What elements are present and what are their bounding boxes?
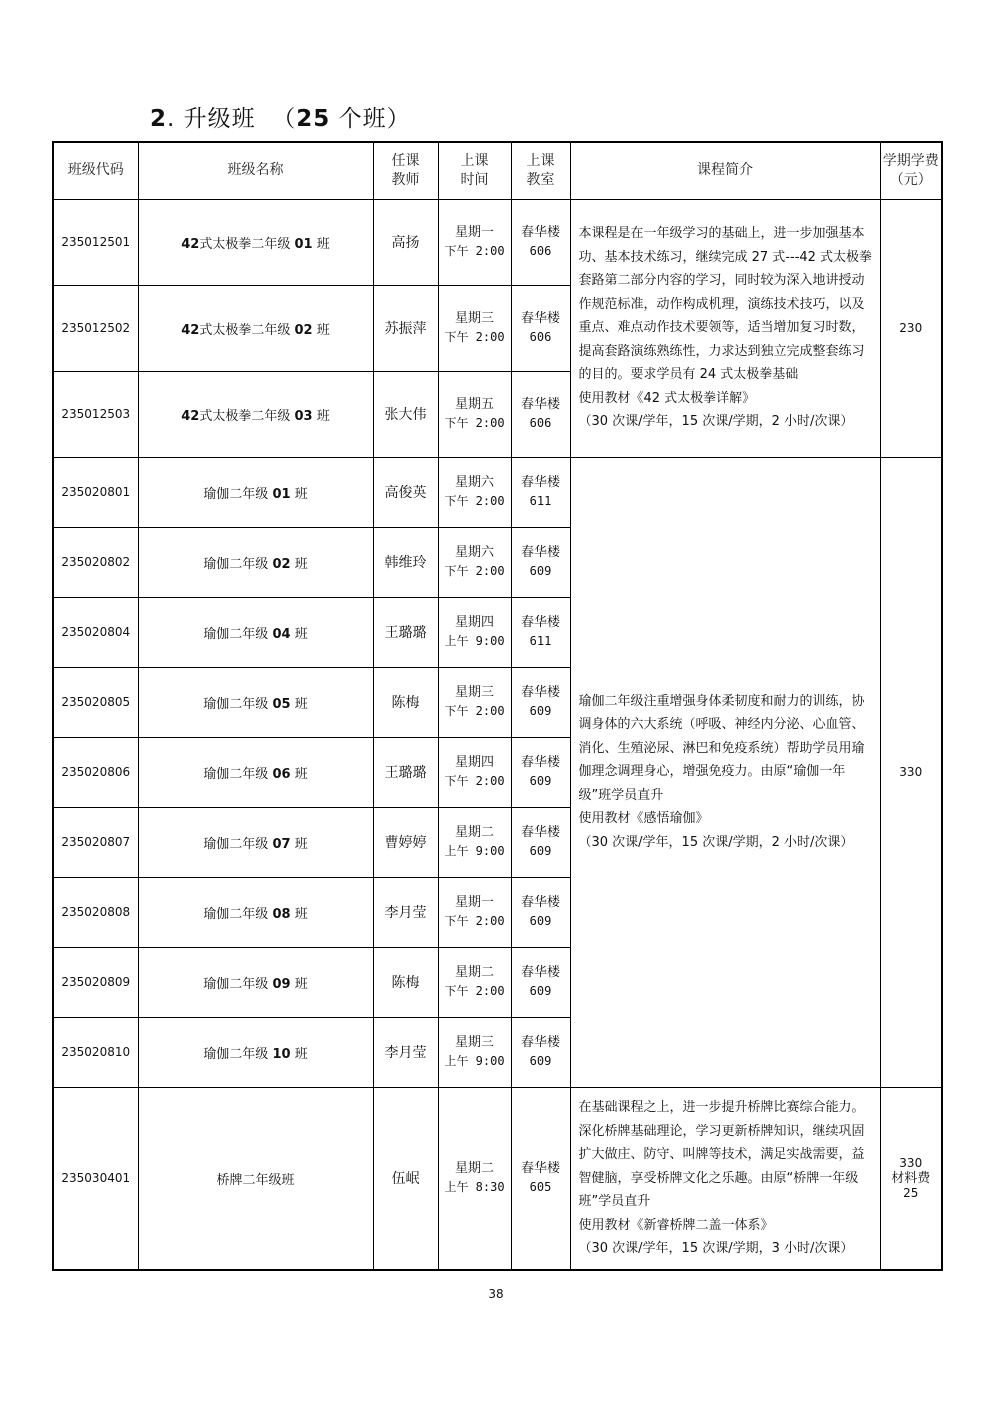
class-room xyxy=(511,371,570,457)
class-name-number: 05 xyxy=(272,696,291,712)
header-fee-line2: （元） xyxy=(889,171,932,188)
class-code: 235012501 xyxy=(53,199,138,285)
class-room-number: 609 xyxy=(529,844,552,858)
class-code: 235020808 xyxy=(53,877,138,947)
class-name-main: 瑜伽二年级 xyxy=(203,696,269,712)
class-name-suffix: 班 xyxy=(294,556,308,572)
class-name xyxy=(138,597,373,667)
course-textbook: 使用教材《新睿桥牌二盖一体系》 xyxy=(578,1217,774,1233)
class-teacher: 王璐璐 xyxy=(373,737,438,807)
class-name-suffix: 班 xyxy=(294,766,308,782)
class-name-suffix: 班 xyxy=(294,486,308,502)
class-code: 235020810 xyxy=(53,1017,138,1087)
class-building: 春华楼 xyxy=(520,965,560,980)
header-time-line2: 时间 xyxy=(460,171,489,188)
class-code: 235020805 xyxy=(53,667,138,737)
class-day: 星期一 xyxy=(454,225,494,240)
section-separator: . xyxy=(167,106,176,132)
course-intro: 在基础课程之上，进一步提升桥牌比赛综合能力。深化桥牌基础理论，学习更新桥牌知识，继续巩固扩大做庄、防守、叫牌等技术，满足实战需要，益智健脑，享受桥牌文化之乐趣。由原“桥牌一年级班”学员直升 xyxy=(578,1100,865,1209)
class-building: 春华楼 xyxy=(520,825,560,840)
class-name-number: 09 xyxy=(272,976,291,992)
class-teacher: 韩维玲 xyxy=(373,527,438,597)
class-day: 星期三 xyxy=(454,1035,494,1050)
class-name-suffix: 班 xyxy=(294,626,308,642)
class-teacher: 伍岷 xyxy=(373,1087,438,1270)
course-description xyxy=(570,199,880,457)
class-name-number: 07 xyxy=(272,836,291,852)
course-fee xyxy=(880,457,942,1087)
class-building: 春华楼 xyxy=(520,311,560,326)
class-day: 星期二 xyxy=(454,965,494,980)
class-teacher: 苏振萍 xyxy=(373,285,438,371)
class-building: 春华楼 xyxy=(520,1161,560,1177)
class-name-main: 瑜伽二年级 xyxy=(203,1046,269,1062)
class-day: 星期一 xyxy=(454,895,494,910)
class-name-main: 瑜伽二年级 xyxy=(203,556,269,572)
class-teacher: 高扬 xyxy=(373,199,438,285)
class-room-number: 606 xyxy=(529,330,552,344)
class-count-unit: 个班） xyxy=(338,106,411,132)
class-room-number: 609 xyxy=(529,704,552,718)
course-intro: 本课程是在一年级学习的基础上，进一步加强基本功、基本技术练习，继续完成 27 式---42 式太极拳套路第二部分内容的学习，同时较为深入地讲授动作规范标准，动作构成机理，演练技术技巧，以及重点、难点动作技术要领等，适当增加复习时数，提高套路演练熟练性，力求达到独立完成整套练习的目的。要求学员有 24 式太极拳基础 xyxy=(578,226,873,383)
header-teacher-line1: 任课 xyxy=(391,152,420,169)
class-hour: 下午 2:00 xyxy=(444,330,505,344)
class-name xyxy=(138,737,373,807)
class-room xyxy=(511,527,570,597)
class-name-main: 式太极拳二年级 xyxy=(199,236,291,252)
class-room xyxy=(511,1017,570,1087)
class-room xyxy=(511,199,570,285)
class-name-main: 瑜伽二年级 xyxy=(203,836,269,852)
class-teacher: 陈梅 xyxy=(373,947,438,1017)
class-code: 235020809 xyxy=(53,947,138,1017)
class-teacher: 曹婷婷 xyxy=(373,807,438,877)
table-row xyxy=(53,457,942,527)
class-code: 235020804 xyxy=(53,597,138,667)
course-textbook: 使用教材《感悟瑜伽》 xyxy=(578,811,709,827)
class-name xyxy=(138,1017,373,1087)
class-time xyxy=(438,947,511,1017)
header-intro: 课程简介 xyxy=(570,142,880,199)
class-name-suffix: 班 xyxy=(294,836,308,852)
class-code: 235020807 xyxy=(53,807,138,877)
class-code: 235020802 xyxy=(53,527,138,597)
header-fee-line1: 学期学费 xyxy=(882,152,939,169)
class-building: 春华楼 xyxy=(520,225,560,240)
class-time xyxy=(438,737,511,807)
class-name-main: 式太极拳二年级 xyxy=(199,408,291,424)
class-day: 星期二 xyxy=(454,825,494,840)
class-teacher: 李月莹 xyxy=(373,877,438,947)
class-day: 星期六 xyxy=(454,545,494,560)
class-time xyxy=(438,199,511,285)
class-room-number: 609 xyxy=(529,1054,552,1068)
class-room xyxy=(511,667,570,737)
class-code: 235020801 xyxy=(53,457,138,527)
class-teacher: 李月莹 xyxy=(373,1017,438,1087)
class-room xyxy=(511,737,570,807)
class-time xyxy=(438,1017,511,1087)
class-building: 春华楼 xyxy=(520,895,560,910)
header-time-line1: 上课 xyxy=(460,152,489,169)
class-name-number: 10 xyxy=(272,1046,291,1062)
page-number: 38 xyxy=(488,1287,504,1301)
section-number: 2 xyxy=(150,106,168,132)
class-name-number: 08 xyxy=(272,906,291,922)
header-teacher xyxy=(373,142,438,199)
course-intro: 瑜伽二年级注重增强身体柔韧度和耐力的训练，协调身体的六大系统（呼吸、神经内分泌、心血管、消化、生殖泌尿、淋巴和免疫系统）帮助学员用瑜伽理念调理身心，增强免疫力。由原“瑜伽一年级”班学员直升 xyxy=(578,693,865,803)
class-time xyxy=(438,807,511,877)
class-time xyxy=(438,457,511,527)
class-name-main: 桥牌二年级班 xyxy=(216,1172,295,1188)
table-row xyxy=(53,1087,942,1270)
class-day: 星期四 xyxy=(454,615,494,630)
course-description xyxy=(570,457,880,1087)
class-name xyxy=(138,457,373,527)
class-name xyxy=(138,1087,373,1270)
class-hour: 下午 2:00 xyxy=(444,704,505,718)
class-time xyxy=(438,667,511,737)
class-room-number: 609 xyxy=(529,774,552,788)
class-name-suffix: 班 xyxy=(316,236,330,252)
class-code: 235012502 xyxy=(53,285,138,371)
header-fee xyxy=(880,142,942,199)
class-hour: 下午 2:00 xyxy=(444,564,505,578)
table-header-row xyxy=(53,142,942,199)
class-day: 星期三 xyxy=(454,685,494,700)
class-day: 星期六 xyxy=(454,475,494,490)
class-building: 春华楼 xyxy=(520,685,560,700)
fee-amount: 230 xyxy=(899,320,923,335)
class-room xyxy=(511,457,570,527)
class-hour: 上午 9:00 xyxy=(444,1054,505,1068)
class-time xyxy=(438,597,511,667)
class-name-number: 04 xyxy=(272,626,291,642)
class-name-suffix: 班 xyxy=(316,322,330,338)
class-name-main: 瑜伽二年级 xyxy=(203,626,269,642)
course-fee xyxy=(880,1087,942,1270)
class-name xyxy=(138,877,373,947)
class-room-number: 606 xyxy=(529,244,552,258)
class-name-main: 瑜伽二年级 xyxy=(203,976,269,992)
class-time xyxy=(438,371,511,457)
class-day: 星期二 xyxy=(454,1161,494,1177)
class-hour: 下午 2:00 xyxy=(444,774,505,788)
class-hour: 上午 9:00 xyxy=(444,634,505,648)
class-building: 春华楼 xyxy=(520,545,560,560)
class-room-number: 609 xyxy=(529,914,552,928)
class-name-suffix: 班 xyxy=(316,408,330,424)
class-name-main: 式太极拳二年级 xyxy=(199,322,291,338)
class-name-number: 02 xyxy=(294,322,313,338)
class-hour: 下午 2:00 xyxy=(444,244,505,258)
class-name-prefix: 42 xyxy=(181,408,200,424)
header-room-line2: 教室 xyxy=(526,171,555,188)
class-room-number: 611 xyxy=(529,494,552,508)
class-day: 星期五 xyxy=(454,397,494,412)
material-fee-amount: 25 xyxy=(903,1185,919,1200)
class-hour: 上午 8:30 xyxy=(444,1180,505,1195)
class-code: 235012503 xyxy=(53,371,138,457)
class-hour: 下午 2:00 xyxy=(444,494,505,508)
class-room xyxy=(511,597,570,667)
class-room xyxy=(511,1087,570,1270)
material-fee-label: 材料费 xyxy=(891,1170,931,1186)
class-room-number: 609 xyxy=(529,984,552,998)
header-teacher-line2: 教师 xyxy=(391,171,420,188)
class-name xyxy=(138,667,373,737)
class-room-number: 606 xyxy=(529,416,552,430)
class-hour: 下午 2:00 xyxy=(444,914,505,928)
class-day: 星期三 xyxy=(454,311,494,326)
header-room xyxy=(511,142,570,199)
course-hours: （30 次课/学年，15 次课/学期，3 小时/次课） xyxy=(578,1241,854,1256)
class-time xyxy=(438,285,511,371)
class-name-number: 01 xyxy=(294,236,313,252)
fee-amount: 330 xyxy=(899,1155,923,1170)
class-time xyxy=(438,527,511,597)
class-count: 25 xyxy=(296,106,331,132)
class-building: 春华楼 xyxy=(520,615,560,630)
class-hour: 下午 2:00 xyxy=(444,416,505,430)
class-building: 春华楼 xyxy=(520,475,560,490)
class-time xyxy=(438,1087,511,1270)
class-name xyxy=(138,947,373,1017)
class-teacher: 陈梅 xyxy=(373,667,438,737)
class-room xyxy=(511,807,570,877)
class-name-main: 瑜伽二年级 xyxy=(203,486,269,502)
fee-amount: 330 xyxy=(899,764,923,779)
class-teacher: 张大伟 xyxy=(373,371,438,457)
header-time xyxy=(438,142,511,199)
class-room-number: 611 xyxy=(529,634,552,648)
class-room-number: 605 xyxy=(529,1180,552,1195)
section-title: 升级班 xyxy=(183,106,256,132)
class-name xyxy=(138,199,373,285)
class-building: 春华楼 xyxy=(520,397,560,412)
class-count-open: （ xyxy=(272,106,297,132)
class-name-main: 瑜伽二年级 xyxy=(203,906,269,922)
class-name-prefix: 42 xyxy=(181,236,200,252)
course-textbook: 使用教材《42 式太极拳详解》 xyxy=(578,390,756,406)
course-description xyxy=(570,1087,880,1270)
class-name-prefix: 42 xyxy=(181,322,200,338)
course-hours: （30 次课/学年，15 次课/学期，2 小时/次课） xyxy=(578,414,854,430)
section-heading xyxy=(150,100,411,133)
class-teacher: 高俊英 xyxy=(373,457,438,527)
class-room xyxy=(511,877,570,947)
class-name-main: 瑜伽二年级 xyxy=(203,766,269,782)
class-name xyxy=(138,527,373,597)
class-teacher: 王璐璐 xyxy=(373,597,438,667)
class-name-number: 03 xyxy=(294,408,313,424)
class-name-suffix: 班 xyxy=(294,906,308,922)
class-name xyxy=(138,371,373,457)
course-fee xyxy=(880,199,942,457)
class-time xyxy=(438,877,511,947)
class-building: 春华楼 xyxy=(520,755,560,770)
class-code: 235030401 xyxy=(53,1087,138,1270)
class-name-suffix: 班 xyxy=(294,696,308,712)
class-room-number: 609 xyxy=(529,564,552,578)
header-name: 班级名称 xyxy=(138,142,373,199)
class-name xyxy=(138,285,373,371)
header-room-line1: 上课 xyxy=(526,152,555,169)
class-room xyxy=(511,285,570,371)
class-code: 235020806 xyxy=(53,737,138,807)
class-name-suffix: 班 xyxy=(294,1046,308,1062)
course-hours: （30 次课/学年，15 次课/学期，2 小时/次课） xyxy=(578,834,854,850)
class-room xyxy=(511,947,570,1017)
class-schedule-table xyxy=(52,141,943,1271)
table-row xyxy=(53,199,942,285)
class-name-number: 06 xyxy=(272,766,291,782)
class-name-number: 02 xyxy=(272,556,291,572)
class-name xyxy=(138,807,373,877)
class-building: 春华楼 xyxy=(520,1035,560,1050)
header-code: 班级代码 xyxy=(53,142,138,199)
class-name-suffix: 班 xyxy=(294,976,308,992)
class-day: 星期四 xyxy=(454,755,494,770)
class-hour: 上午 9:00 xyxy=(444,844,505,858)
class-name-number: 01 xyxy=(272,486,291,502)
class-hour: 下午 2:00 xyxy=(444,984,505,998)
